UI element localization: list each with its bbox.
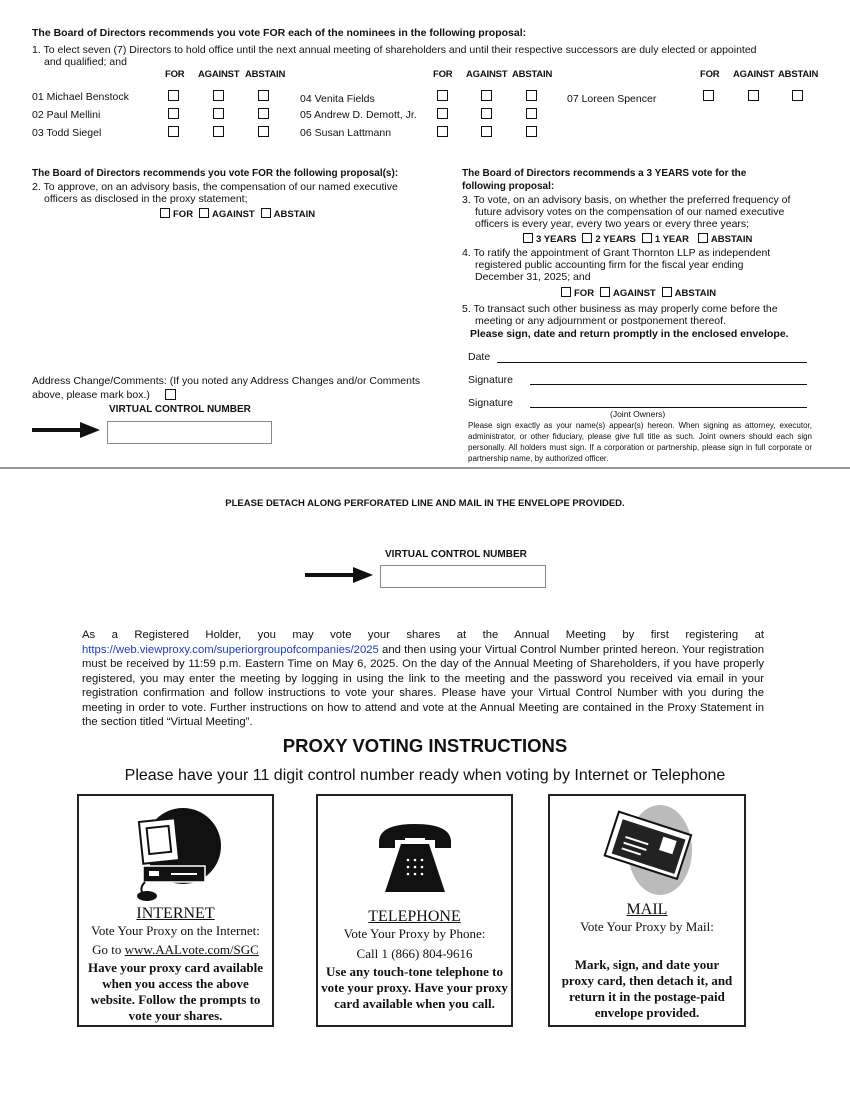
column-header-against: AGAINST [733,69,775,80]
nominee-7-against-checkbox[interactable] [748,90,759,101]
telephone-card [316,794,513,1027]
proposal2-abstain-checkbox[interactable] [261,208,271,218]
paragraph-text: and then using your Virtual Control Number printed hereon. Your registration must be received by 11:59 p.m. Eastern Time on May 6, 2025. On the day of the Annual Meeting of Shareholders, if you have properly registered, you may enter the meeting by logging in using the link to the meeting and the password you received via email in your registration confirmation and follow instructions to vote your shares. Please have your Virtual Control Number with you during the meeting in order to vote. Further instructions on how to attend and vote at the Annual Meeting are contained in the Proxy Statement in the section titled “Virtual Meeting”. [82,643,764,728]
proposal3-text: officers is every year, every two years or every three years; [475,218,750,230]
signature-field-joint[interactable] [530,407,807,408]
address-change-text: Address Change/Comments: (If you noted any Address Changes and/or Comments [32,375,421,387]
column-header-abstain: ABSTAIN [778,69,819,80]
proposal3-text: 3. To vote, on an advisory basis, on whether the preferred frequency of [462,194,791,206]
nominee-name: 01 Michael Benstock [32,91,129,103]
proposal1-text: 1. To elect seven (7) Directors to hold office until the next annual meeting of shareholders and until their respective successors are duly elected or appointed [32,44,757,56]
column-header-abstain: ABSTAIN [512,69,553,80]
nominee-1-against-checkbox[interactable] [213,90,224,101]
nominee-name: 07 Loreen Spencer [567,93,657,105]
nominee-6-abstain-checkbox[interactable] [526,126,537,137]
signature-label: Signature [468,374,513,386]
proposal2-heading: The Board of Directors recommends you vote FOR the following proposal(s): [32,168,399,179]
registration-link[interactable]: https://web.viewproxy.com/superiorgroupofcompanies/2025 [82,643,379,656]
option-label: AGAINST [612,288,656,299]
telephone-body: Use any touch-tone telephone to vote your proxy. Have your proxy card available when you call. [321,964,508,1011]
proposal3-heading: The Board of Directors recommends a 3 YEARS vote for the [462,168,747,179]
proposal3-heading-cont: following proposal: [462,181,555,192]
nominee-4-against-checkbox[interactable] [481,90,492,101]
internet-body: Have your proxy card available when you access the above website. Follow the prompts to vote your shares. [87,960,264,1023]
address-change-text-cont: above, please mark box.) [32,389,150,401]
address-change-checkbox[interactable] [165,389,176,400]
telephone-line1: Vote Your Proxy by Phone: [343,926,486,941]
column-header-for: FOR [700,69,720,80]
option-label: AGAINST [211,209,255,220]
proposal1-heading: The Board of Directors recommends you vote FOR each of the nominees in the following proposal: [32,27,527,39]
nominee-2-for-checkbox[interactable] [168,108,179,119]
proposal4-against-checkbox[interactable] [600,287,610,297]
nominee-name: 05 Andrew D. Demott, Jr. [300,109,417,121]
internet-voting-link[interactable]: www.AALvote.com/SGC [124,942,259,957]
proposal4-text: 4. To ratify the appointment of Grant Thornton LLP as independent [462,247,771,259]
nominee-name: 03 Todd Siegel [32,127,102,139]
nominee-3-for-checkbox[interactable] [168,126,179,137]
column-header-for: FOR [165,69,185,80]
mail-line1: Vote Your Proxy by Mail: [580,919,714,934]
date-field[interactable] [497,362,807,363]
nominee-name: 02 Paul Mellini [32,109,101,121]
proposal3-options [520,233,752,245]
internet-line1: Vote Your Proxy on the Internet: [91,923,260,938]
proposal2-options [157,208,315,220]
option-label: FOR [173,209,194,220]
paragraph-text: As a Registered Holder, you may vote your shares at the Annual Meeting by first registering at [82,629,764,641]
option-label: 1 YEAR [654,234,689,245]
internet-goto [79,941,272,958]
nominee-5-abstain-checkbox[interactable] [526,108,537,119]
instructions-title: PROXY VOTING INSTRUCTIONS [282,735,568,756]
virtual-control-number-field[interactable] [107,421,272,444]
arrow-right-icon [305,567,373,583]
nominee-4-abstain-checkbox[interactable] [526,90,537,101]
goto-text: Go to [92,942,125,957]
telephone-number: Call 1 (866) 804-9616 [356,946,473,961]
column-header-against: AGAINST [466,69,508,80]
nominee-2-abstain-checkbox[interactable] [258,108,269,119]
sign-note: Please sign, date and return promptly in the enclosed envelope. [470,328,789,340]
column-header-for: FOR [433,69,453,80]
mail-envelope-icon [592,800,702,895]
date-label: Date [468,351,491,363]
nominee-3-against-checkbox[interactable] [213,126,224,137]
proposal3-abstain-checkbox[interactable] [698,233,708,243]
nominee-7-for-checkbox[interactable] [703,90,714,101]
nominee-4-for-checkbox[interactable] [437,90,448,101]
telephone-title: TELEPHONE [368,908,461,925]
column-header-abstain: ABSTAIN [245,69,286,80]
nominee-name: 06 Susan Lattmann [300,127,392,139]
nominee-6-for-checkbox[interactable] [437,126,448,137]
proposal2-text: 2. To approve, on an advisory basis, the compensation of our named executive [32,181,398,193]
proposal4-text: registered public accounting firm for the fiscal year ending [475,259,744,271]
proposal3-1year-checkbox[interactable] [642,233,652,243]
mail-card [548,794,746,1027]
internet-card [77,794,274,1027]
proposal3-text: future advisory votes on the compensation of our named executive [475,206,785,218]
option-label: 3 YEARS [536,234,577,245]
column-header-against: AGAINST [198,69,240,80]
virtual-control-number-field-stub[interactable] [380,565,546,588]
virtual-control-label-stub: VIRTUAL CONTROL NUMBER [385,549,527,560]
nominee-5-against-checkbox[interactable] [481,108,492,119]
internet-title: INTERNET [136,905,215,922]
proposal3-3years-checkbox[interactable] [523,233,533,243]
proposal2-against-checkbox[interactable] [199,208,209,218]
instructions-subtitle: Please have your 11 digit control number ready when voting by Internet or Telephone [124,767,726,784]
option-label: ABSTAIN [273,209,316,220]
option-label: ABSTAIN [710,234,753,245]
detach-notice: PLEASE DETACH ALONG PERFORATED LINE AND MAIL IN THE ENVELOPE PROVIDED. [225,498,625,509]
proposal3-2years-checkbox[interactable] [582,233,592,243]
signature-field[interactable] [530,384,807,385]
arrow-right-icon [32,422,100,438]
nominee-name: 04 Venita Fields [300,93,375,105]
option-label: FOR [574,288,595,299]
signing-instructions: Please sign exactly as your name(s) appear(s) hereon. When signing as attorney, executor, administrator, or other fiduciary, please give full title as such. Joint owners should each sign personally. All holders must sign. If a corporation or partnership, please sign in full corporate or partnership name, by authorized officer. [468,421,812,463]
computer-icon [121,806,231,901]
mail-title: MAIL [626,901,668,918]
proposal4-for-checkbox[interactable] [561,287,571,297]
joint-owners-label: (Joint Owners) [610,409,666,419]
registered-holder-paragraph [82,628,764,730]
proposal2-for-checkbox[interactable] [160,208,170,218]
perforation-line [0,467,850,469]
virtual-control-label: VIRTUAL CONTROL NUMBER [109,404,251,415]
nominee-2-against-checkbox[interactable] [213,108,224,119]
proposal5-text: 5. To transact such other business as may properly come before the [462,303,778,315]
nominee-3-abstain-checkbox[interactable] [258,126,269,137]
proposal4-abstain-checkbox[interactable] [662,287,672,297]
nominee-5-for-checkbox[interactable] [437,108,448,119]
nominee-7-abstain-checkbox[interactable] [792,90,803,101]
proposal4-text: December 31, 2025; and [475,271,591,283]
nominee-1-for-checkbox[interactable] [168,90,179,101]
nominee-6-against-checkbox[interactable] [481,126,492,137]
nominee-1-abstain-checkbox[interactable] [258,90,269,101]
proposal4-options [558,287,716,299]
signature-label-2: Signature [468,397,513,409]
telephone-icon [375,818,455,898]
proposal1-text-cont: and qualified; and [44,56,127,68]
proposal2-text-cont: officers as disclosed in the proxy statement; [44,193,248,205]
proposal5-text: meeting or any adjournment or postponement thereof. [475,315,726,327]
option-label: 2 YEARS [595,234,636,245]
option-label: ABSTAIN [674,288,717,299]
mail-body: Mark, sign, and date your proxy card, then detach it, and return it in the postage-paid envelope provided. [561,957,733,1020]
